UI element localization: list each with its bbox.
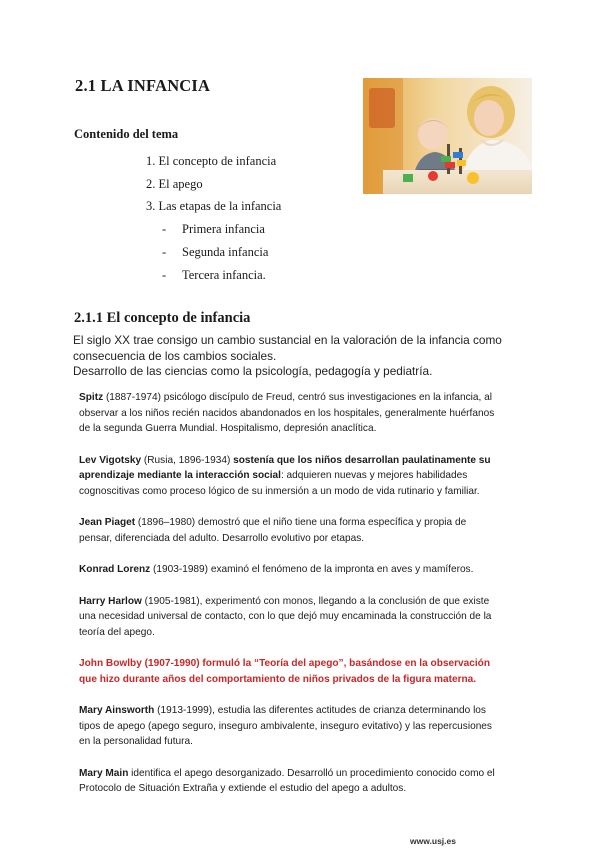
section-heading: 2.1.1 El concepto de infancia	[74, 310, 251, 326]
toc-item: 3. Las etapas de la infancia	[146, 199, 282, 214]
toc-item: 1. El concepto de infancia	[146, 154, 277, 168]
dash-bullet: -	[162, 222, 167, 237]
contents-heading: Contenido del tema	[74, 127, 179, 141]
photo-illustration	[363, 78, 532, 194]
intro-paragraph: Desarrollo de las ciencias como la psicología, pedagogía y pediatría.	[73, 364, 433, 378]
toc-subitem: - Primera infancia	[146, 218, 281, 241]
toc-item: 2. El apego	[146, 176, 203, 191]
note-main: Mary Main identifica el apego desorganizado. Desarrolló un procedimiento conocido como el Protocolo de Situación Extraña y extiende el estudio del apego a adultos.	[79, 767, 495, 795]
page-title: 2.1 LA INFANCIA	[75, 76, 211, 95]
note-spitz: Spitz (1887-1974) psicólogo discípulo de Freud, centró sus investigaciones en la infancia, al observar a los niños recién nacidos abandonados en los hospitales, generalmente huérfanos de la segunda Guerra Mundial. Hospitalismo, depresión anaclítica.	[79, 392, 495, 435]
note-vigotsky: Lev Vigotsky (Rusia, 1896-1934) sostenía que los niños desarrollan paulatinamente su aprendizaje mediante la interacción social: adquieren nuevas y mejores habilidades cognoscitivas como proceso lógico de su inmersión a un modo de vida rutinario y familiar.	[79, 454, 491, 497]
mother-child-photo	[363, 78, 532, 194]
note-lorenz: Konrad Lorenz (1903-1989) examinó el fenómeno de la impronta en aves y mamíferos.	[79, 564, 474, 576]
footer-url: www.usj.es	[410, 836, 456, 846]
note-ainsworth: Mary Ainsworth (1913-1999), estudia las diferentes actitudes de crianza determinando los tipos de apego (apego seguro, inseguro ambivalente, inseguro evitativo) y las repercusiones en la personalidad futura.	[79, 705, 492, 748]
dash-bullet: -	[162, 267, 167, 282]
authors-notes	[79, 390, 499, 813]
section-intro	[73, 333, 543, 380]
intro-paragraph: El siglo XX trae consigo un cambio sustancial en la valoración de la infancia como consecuencia de los cambios sociales.	[73, 333, 502, 363]
note-piaget: Jean Piaget (1896–1980) demostró que el niño tiene una forma específica y propia de pensar, diferenciada del adulto. Desarrollo evolutivo por etapas.	[79, 517, 467, 544]
note-bowlby: John Bowlby (1907-1990) formuló la “Teoría del apego”, basándose en la observación que hizo durante años del comportamiento de niños privados de la figura materna.	[79, 658, 490, 685]
toc-subitem: - Tercera infancia.	[146, 264, 281, 287]
dash-bullet: -	[162, 244, 167, 259]
toc-subitem: - Segunda infancia	[146, 241, 281, 264]
note-harlow: Harry Harlow (1905-1981), experimentó con monos, llegando a la conclusión de que existe una necesidad universal de contacto, con lo que dejó muy encaminada la construcción de la teoría del apego.	[79, 595, 492, 638]
table-of-contents	[146, 150, 281, 286]
